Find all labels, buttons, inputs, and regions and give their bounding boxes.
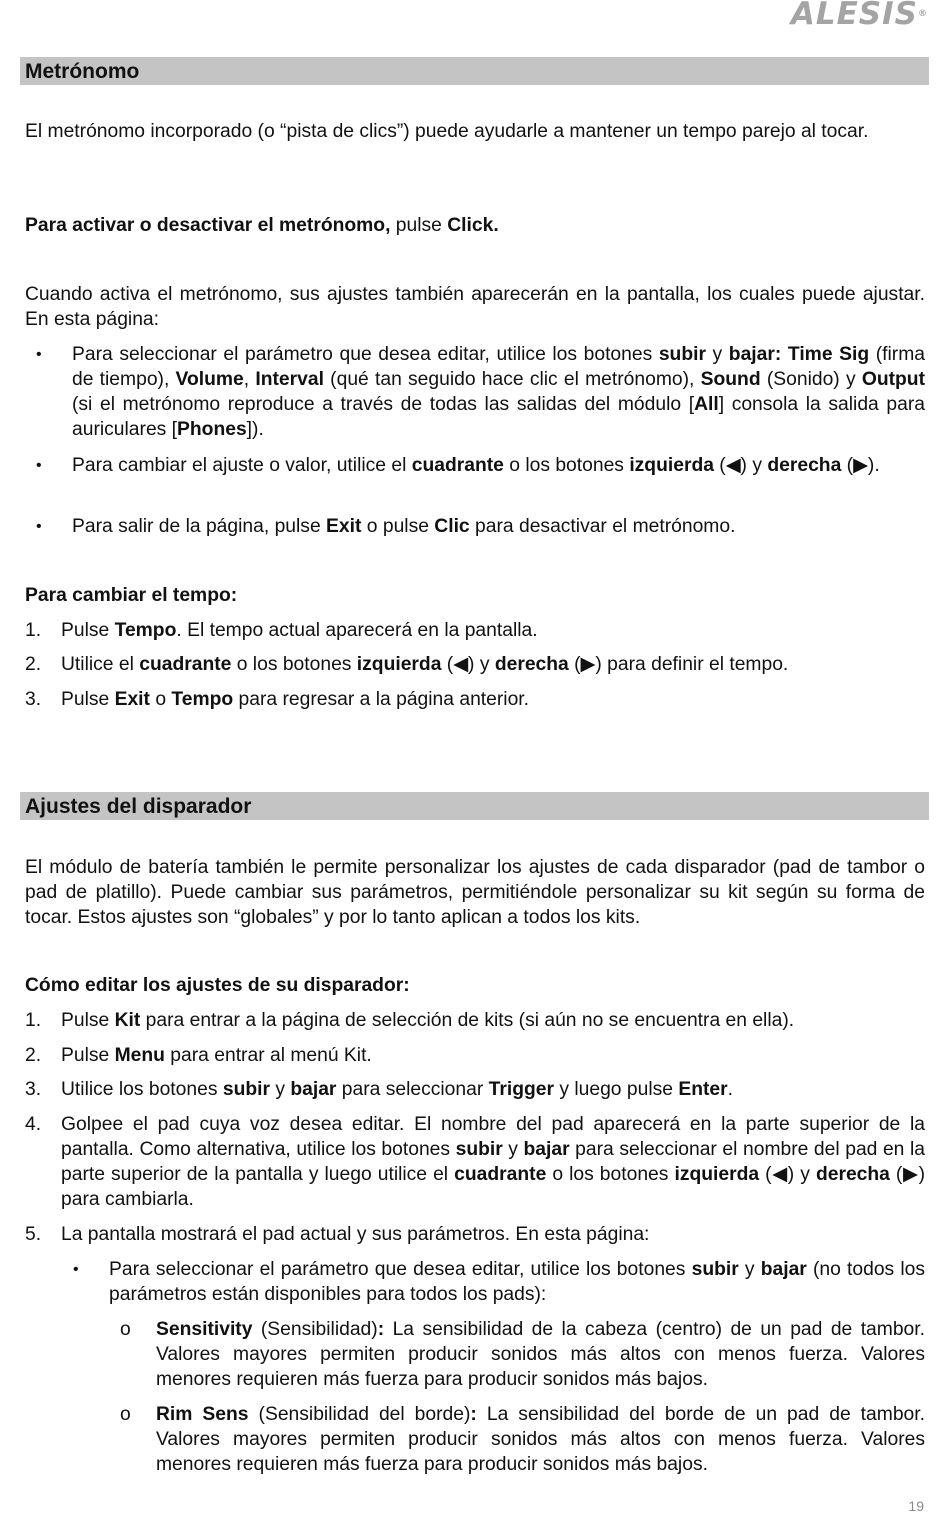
- step-item: La pantalla mostrará el pad actual y sus parámetros. En esta página:: [61, 1224, 650, 1245]
- param-item: Sensitivity (Sensibilidad): La sensibilidad de la cabeza (centro) de un pad de tambor. Valores mayores permiten producir sonidos más altos con menos fuerza. Valores menores requieren más fuerza para producir sonidos más bajos.: [156, 1319, 925, 1390]
- alesis-logo: ALESIS®: [790, 0, 928, 32]
- step-item: Pulse Kit para entrar a la página de selección de kits (si aún no se encuentra en ella).: [61, 1010, 795, 1031]
- sub-bullet-marker: o: [120, 1404, 131, 1425]
- step-number: 1.: [25, 620, 42, 641]
- bullet-marker: •: [36, 518, 42, 535]
- step-item: Utilice el cuadrante o los botones izquierda (◀) y derecha (▶) para definir el tempo.: [61, 654, 789, 675]
- step-item: Golpee el pad cuya voz desea editar. El nombre del pad aparecerá en la parte superior de la pantalla. Como alternativa, utilice los botones subir y bajar para seleccionar el nombre del pad en la parte superior de la pantalla y luego utilice el cuadrante o los botones izquierda (◀) y derecha (▶) para cambiarla.: [61, 1114, 925, 1210]
- step-item: Utilice los botones subir y bajar para seleccionar Trigger y luego pulse Enter.: [61, 1079, 733, 1100]
- step-number: 2.: [25, 654, 42, 675]
- activate-instruction: Para activar o desactivar el metrónomo, pulse Click.: [25, 215, 499, 236]
- edit-heading: Cómo editar los ajustes de su disparador:: [25, 975, 410, 996]
- bullet-marker: •: [36, 346, 42, 363]
- section-header-metronomo: Metrónomo: [20, 57, 929, 85]
- step-number: 4.: [25, 1114, 42, 1135]
- tempo-heading: Para cambiar el tempo:: [25, 585, 238, 606]
- step-number: 1.: [25, 1010, 42, 1031]
- sub-bullet-marker: o: [120, 1319, 131, 1340]
- step-number: 3.: [25, 1079, 42, 1100]
- settings-intro: Cuando activa el metrónomo, sus ajustes también aparecerán en la pantalla, los cuales puede ajustar. En esta página:: [25, 284, 925, 330]
- step-item: Pulse Tempo. El tempo actual aparecerá en la pantalla.: [61, 620, 538, 641]
- bullet-marker: •: [36, 457, 42, 474]
- list-item: Para salir de la página, pulse Exit o pulse Clic para desactivar el metrónomo.: [72, 516, 736, 537]
- metronomo-intro: El metrónomo incorporado (o “pista de clics”) puede ayudarle a mantener un tempo parejo al tocar.: [25, 121, 869, 142]
- step-number: 3.: [25, 689, 42, 710]
- param-item: Rim Sens (Sensibilidad del borde): La sensibilidad del borde de un pad de tambor. Valores mayores permiten producir sonidos más altos con menos fuerza. Valores menores requieren más fuerza para producir sonidos más bajos.: [156, 1404, 925, 1475]
- page-number: 19: [908, 1498, 924, 1514]
- section-header-disparador: Ajustes del disparador: [20, 792, 929, 820]
- step-number: 2.: [25, 1045, 42, 1066]
- list-item: Para cambiar el ajuste o valor, utilice el cuadrante o los botones izquierda (◀) y derecha (▶).: [72, 455, 880, 476]
- disparador-intro: El módulo de batería también le permite personalizar los ajustes de cada disparador (pad de tambor o pad de platillo). Puede cambiar sus parámetros, permitiéndole personalizar su kit según su forma de tocar. Estos ajustes son “globales” y por lo tanto aplican a todos los kits.: [25, 857, 925, 928]
- step-item: Pulse Menu para entrar al menú Kit.: [61, 1045, 372, 1066]
- list-item: Para seleccionar el parámetro que desea editar, utilice los botones subir y bajar (no todos los parámetros están disponibles para todos los pads):: [109, 1259, 925, 1305]
- step-number: 5.: [25, 1224, 42, 1245]
- step-item: Pulse Exit o Tempo para regresar a la página anterior.: [61, 689, 530, 710]
- bullet-marker: •: [73, 1261, 79, 1278]
- list-item: Para seleccionar el parámetro que desea editar, utilice los botones subir y bajar: Time Sig (firma de tiempo), Volume, Interval (qué tan seguido hace clic el metrónomo), Sound (Sonido) y Output (si el metrónomo reproduce a través de todas las salidas del módulo [All] consola la salida para auriculares [Phones]).: [72, 344, 926, 440]
